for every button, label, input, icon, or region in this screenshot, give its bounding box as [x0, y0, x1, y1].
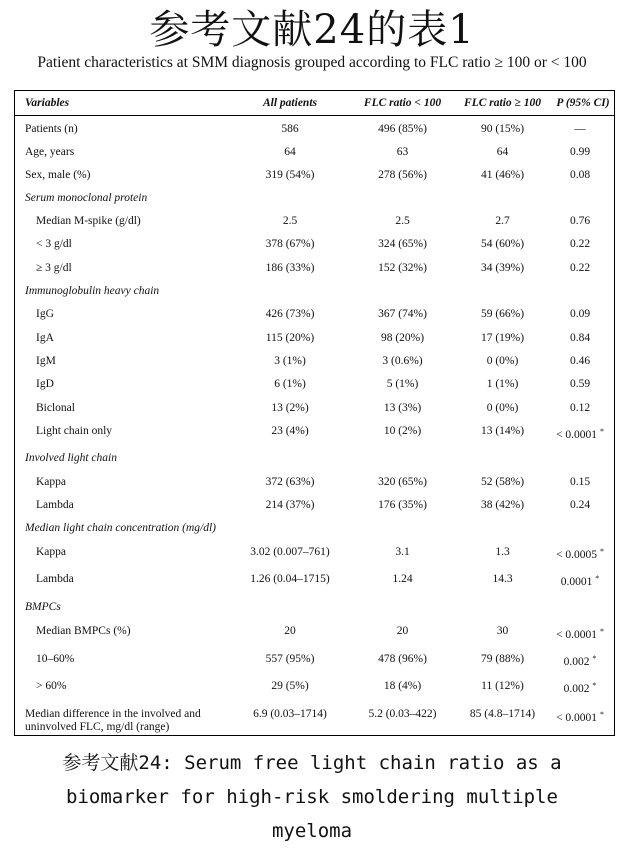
cell-flc-ge-100: 41 (46%)	[480, 169, 525, 181]
header-variables: Variables	[25, 97, 70, 109]
row-label-line2: uninvolved FLC, mg/dl (range)	[25, 721, 170, 733]
header-p-value: P (95% CI)	[556, 97, 610, 109]
cell-flc-lt-100: 63	[396, 146, 409, 158]
cell-all-patients: 20	[284, 625, 296, 637]
cell-all-patients: 115 (20%)	[265, 332, 315, 344]
cell-flc-ge-100: 54 (60%)	[480, 238, 525, 250]
row-label: > 60%	[36, 680, 67, 692]
cell-flc-ge-100: 1.3	[495, 546, 510, 558]
significance-mark: *	[592, 681, 597, 690]
header-flc-lt-100: FLC ratio < 100	[363, 97, 442, 109]
table-subtitle: Patient characteristics at SMM diagnosis grouped according to FLC ratio ≥ 100 or < 100	[37, 54, 587, 71]
caption-line: 参考文献24: Serum free light chain ratio as a	[62, 752, 562, 774]
cell-p-value: 0.09	[569, 308, 591, 320]
cell-p-value: 0.84	[569, 332, 591, 344]
header-flc-ge-100: FLC ratio ≥ 100	[464, 97, 541, 109]
cell-flc-ge-100: 2.7	[495, 215, 510, 227]
cell-all-patients: 6 (1%)	[274, 378, 306, 390]
cell-flc-lt-100: 98 (20%)	[380, 332, 425, 344]
row-label: Age, years	[25, 146, 75, 158]
row-label: IgM	[36, 355, 56, 367]
section-heading: Median light chain concentration (mg/dl)	[25, 522, 216, 534]
row-label: Patients (n)	[25, 123, 78, 135]
cell-all-patients: 13 (2%)	[271, 402, 309, 414]
cell-all-patients: 6.9 (0.03–1714)	[253, 708, 327, 720]
cell-flc-lt-100: 496 (85%)	[378, 123, 427, 135]
cell-flc-lt-100: 3.1	[395, 546, 410, 558]
cell-all-patients: 557 (95%)	[265, 653, 315, 665]
caption-line: biomarker for high-risk smoldering multiple	[66, 786, 558, 808]
cell-all-patients: 23 (4%)	[271, 425, 309, 437]
page-title: 参考文献24的表1	[149, 7, 475, 53]
cell-p-value: < 0.0001 *	[556, 710, 604, 724]
significance-mark: *	[595, 574, 600, 583]
cell-p-value: 0.22	[569, 262, 591, 274]
cell-flc-ge-100: 34 (39%)	[480, 262, 525, 274]
cell-p-value: < 0.0001 *	[556, 627, 604, 641]
cell-all-patients: 29 (5%)	[271, 680, 309, 692]
row-label: Biclonal	[36, 402, 75, 414]
row-label: Kappa	[36, 476, 67, 488]
header-all-patients: All patients	[263, 97, 317, 109]
cell-p-value: 0.46	[569, 355, 591, 367]
significance-mark: *	[599, 627, 604, 636]
cell-flc-lt-100: 278 (56%)	[378, 169, 427, 181]
cell-all-patients: 2.5	[282, 215, 298, 227]
section-heading: Serum monoclonal protein	[25, 192, 148, 204]
row-label: Sex, male (%)	[25, 169, 91, 181]
row-label: IgG	[36, 308, 54, 320]
cell-p-value: < 0.0001 *	[556, 427, 604, 441]
row-label: 10–60%	[36, 653, 75, 665]
cell-flc-lt-100: 152 (32%)	[378, 262, 427, 274]
cell-p-value: —	[574, 123, 586, 135]
row-label: Lambda	[36, 499, 74, 511]
cell-flc-ge-100: 13 (14%)	[480, 425, 525, 437]
cell-p-value: 0.99	[569, 146, 591, 158]
cell-all-patients: 186 (33%)	[265, 262, 315, 274]
row-label: Median BMPCs (%)	[36, 625, 131, 637]
cell-all-patients: 372 (63%)	[265, 476, 315, 488]
cell-flc-lt-100: 5.2 (0.03–422)	[368, 708, 437, 720]
cell-flc-ge-100: 90 (15%)	[480, 123, 525, 135]
section-heading: Involved light chain	[25, 452, 117, 464]
row-label: IgD	[36, 378, 54, 390]
caption-line: myeloma	[271, 820, 353, 842]
cell-flc-lt-100: 10 (2%)	[383, 425, 422, 437]
cell-all-patients: 214 (37%)	[265, 499, 315, 511]
cell-all-patients: 3 (1%)	[274, 355, 306, 367]
cell-all-patients: 426 (73%)	[265, 308, 315, 320]
cell-all-patients: 378 (67%)	[265, 238, 315, 250]
cell-flc-ge-100: 38 (42%)	[480, 499, 525, 511]
cell-flc-lt-100: 1.24	[392, 573, 413, 585]
significance-mark: *	[592, 654, 597, 663]
cell-flc-ge-100: 0 (0%)	[486, 355, 519, 367]
cell-flc-lt-100: 320 (65%)	[378, 476, 427, 488]
row-label: < 3 g/dl	[36, 238, 72, 250]
cell-all-patients: 64	[284, 146, 296, 158]
cell-flc-ge-100: 52 (58%)	[480, 476, 525, 488]
cell-flc-ge-100: 1 (1%)	[486, 378, 519, 390]
cell-p-value: < 0.0005 *	[556, 547, 604, 561]
table-header-row	[15, 91, 614, 116]
cell-all-patients: 586	[281, 123, 299, 135]
row-label: Kappa	[36, 546, 67, 558]
cell-flc-ge-100: 17 (19%)	[480, 332, 525, 344]
characteristics-table	[14, 90, 615, 736]
cell-flc-lt-100: 2.5	[395, 215, 410, 227]
row-label-line1: Median difference in the involved and	[25, 708, 201, 720]
cell-p-value: 0.08	[569, 169, 591, 181]
cell-flc-ge-100: 30	[496, 625, 509, 637]
cell-p-value: 0.002 *	[563, 681, 597, 695]
row-label: IgA	[36, 332, 54, 344]
cell-p-value: 0.15	[569, 476, 591, 488]
row-label: Median M-spike (g/dl)	[36, 215, 141, 227]
significance-mark: *	[599, 710, 604, 719]
cell-flc-ge-100: 59 (66%)	[480, 308, 525, 320]
section-heading: Immunoglobulin heavy chain	[25, 285, 160, 297]
cell-flc-ge-100: 14.3	[492, 573, 513, 585]
cell-flc-lt-100: 13 (3%)	[383, 402, 422, 414]
cell-p-value: 0.76	[569, 215, 591, 227]
cell-p-value: 0.0001 *	[560, 574, 600, 588]
row-label: Lambda	[36, 573, 74, 585]
cell-flc-lt-100: 18 (4%)	[383, 680, 422, 692]
section-heading: BMPCs	[25, 601, 61, 613]
cell-flc-lt-100: 324 (65%)	[378, 238, 427, 250]
cell-all-patients: 319 (54%)	[265, 169, 315, 181]
significance-mark: *	[599, 427, 604, 436]
cell-p-value: 0.12	[569, 402, 591, 414]
cell-flc-lt-100: 176 (35%)	[378, 499, 427, 511]
cell-flc-lt-100: 20	[396, 625, 409, 637]
cell-flc-ge-100: 11 (12%)	[481, 680, 524, 692]
cell-p-value: 0.002 *	[563, 654, 597, 668]
cell-flc-lt-100: 367 (74%)	[378, 308, 427, 320]
cell-flc-lt-100: 3 (0.6%)	[382, 355, 423, 367]
cell-flc-ge-100: 79 (88%)	[480, 653, 525, 665]
cell-p-value: 0.59	[569, 378, 591, 390]
cell-flc-ge-100: 85 (4.8–1714)	[469, 708, 536, 720]
cell-flc-lt-100: 5 (1%)	[386, 378, 419, 390]
row-label: Light chain only	[36, 425, 113, 437]
significance-mark: *	[599, 547, 604, 556]
cell-all-patients: 3.02 (0.007–761)	[250, 546, 330, 558]
cell-flc-lt-100: 478 (96%)	[378, 653, 427, 665]
row-label: ≥ 3 g/dl	[36, 262, 72, 274]
figure-caption	[0, 746, 624, 848]
cell-flc-ge-100: 64	[496, 146, 509, 158]
cell-all-patients: 1.26 (0.04–1715)	[250, 573, 330, 585]
cell-p-value: 0.24	[569, 499, 591, 511]
cell-flc-ge-100: 0 (0%)	[486, 402, 519, 414]
cell-p-value: 0.22	[569, 238, 591, 250]
